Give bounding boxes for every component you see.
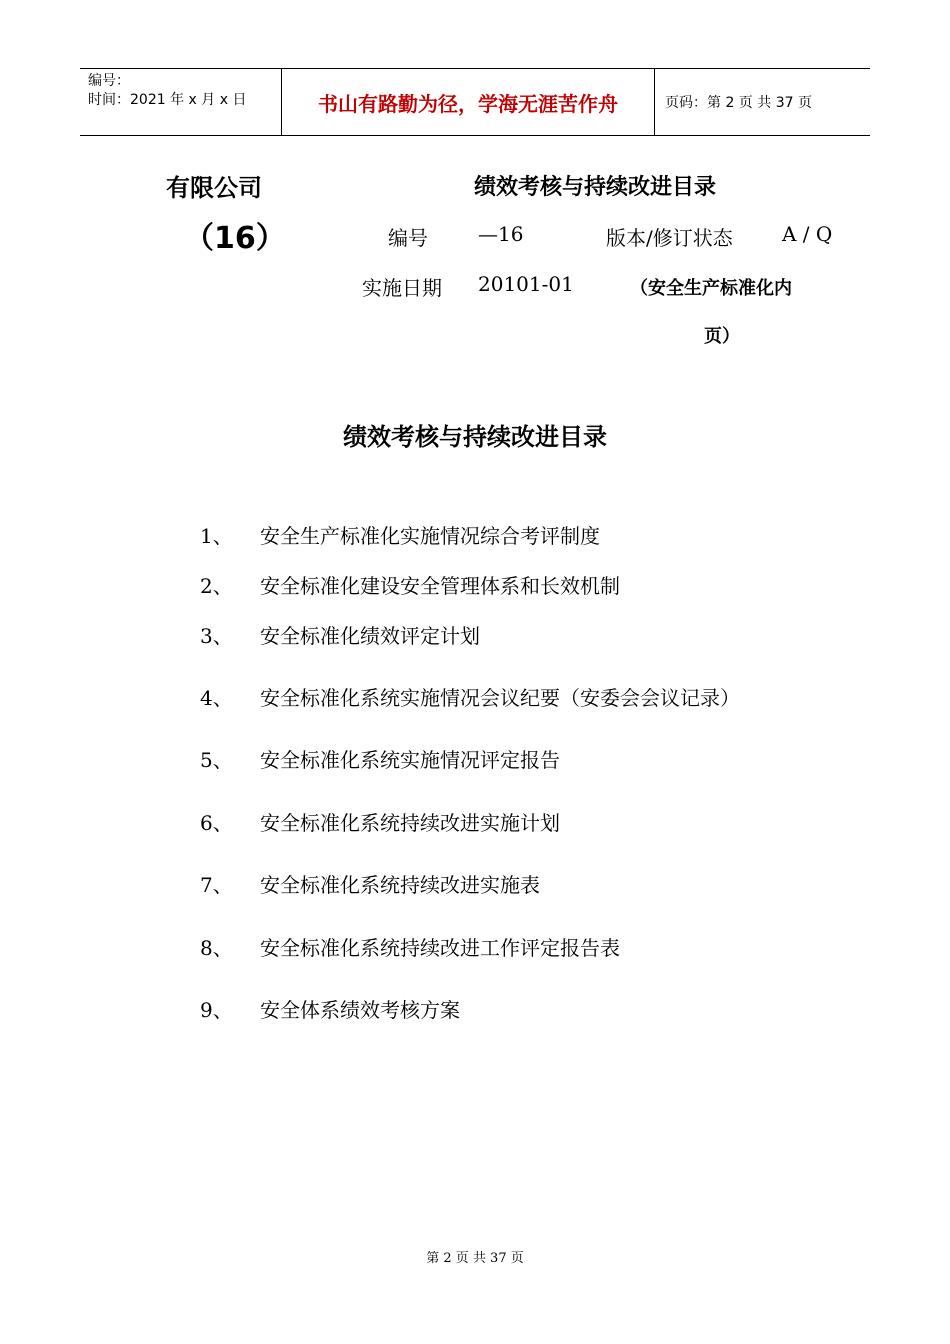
version-label: 版本/修订状态 [606, 226, 733, 250]
toc-item [200, 682, 740, 711]
page-header [80, 68, 870, 136]
toc-item [200, 620, 480, 649]
toc-item-number: 2、 [200, 574, 233, 598]
main-title: 绩效考核与持续改进目录 [343, 423, 607, 451]
doc-number: （16） [184, 221, 286, 256]
number-label: 编号 [388, 226, 428, 250]
toc-item [200, 932, 620, 961]
header-number-label: 编号： [88, 73, 130, 89]
toc-item-text: 安全标准化建设安全管理体系和长效机制 [260, 574, 620, 598]
toc-item-text: 安全标准化系统持续改进实施表 [260, 873, 540, 897]
toc-item [200, 570, 620, 599]
toc-item-number: 8、 [200, 936, 233, 960]
std-page-line1: （安全生产标准化内 [630, 278, 792, 299]
toc-item-number: 3、 [200, 624, 233, 648]
date-value: 20101-01 [478, 272, 574, 296]
toc-item-number: 7、 [200, 873, 233, 897]
date-label: 实施日期 [362, 276, 442, 300]
toc-item-number: 1、 [200, 524, 233, 548]
doc-title-top: 绩效考核与持续改进目录 [474, 175, 717, 200]
page-footer: 第 2 页 共 37 页 [426, 1251, 524, 1266]
header-motto: 书山有路勤为径，学海无涯苦作舟 [282, 69, 655, 135]
std-page-line2: 页） [704, 326, 740, 347]
header-page-info: 页码：第 2 页 共 37 页 [665, 95, 812, 111]
toc-item [200, 520, 600, 549]
toc-item-number: 6、 [200, 811, 233, 835]
toc-item [200, 807, 560, 836]
company-name: 有限公司 [166, 174, 262, 202]
toc-item-text: 安全标准化系统持续改进实施计划 [260, 811, 560, 835]
toc-item-text: 安全标准化系统持续改进工作评定报告表 [260, 936, 620, 960]
toc-item-number: 5、 [200, 748, 233, 772]
header-meta [80, 69, 282, 135]
number-value: —16 [478, 222, 524, 246]
toc-item [200, 994, 460, 1023]
version-value: A / Q [782, 222, 833, 246]
toc-item [200, 869, 540, 898]
toc-item [200, 744, 560, 773]
toc-item-text: 安全标准化系统实施情况评定报告 [260, 748, 560, 772]
toc-item-text: 安全体系绩效考核方案 [260, 998, 460, 1022]
toc-item-number: 9、 [200, 998, 233, 1022]
toc-item-text: 安全标准化系统实施情况会议纪要（安委会会议记录） [260, 686, 740, 710]
toc-item-number: 4、 [200, 686, 233, 710]
toc-item-text: 安全生产标准化实施情况综合考评制度 [260, 524, 600, 548]
toc-item-text: 安全标准化绩效评定计划 [260, 624, 480, 648]
header-time-label: 时间：2021 年 x 月 x 日 [88, 92, 247, 108]
